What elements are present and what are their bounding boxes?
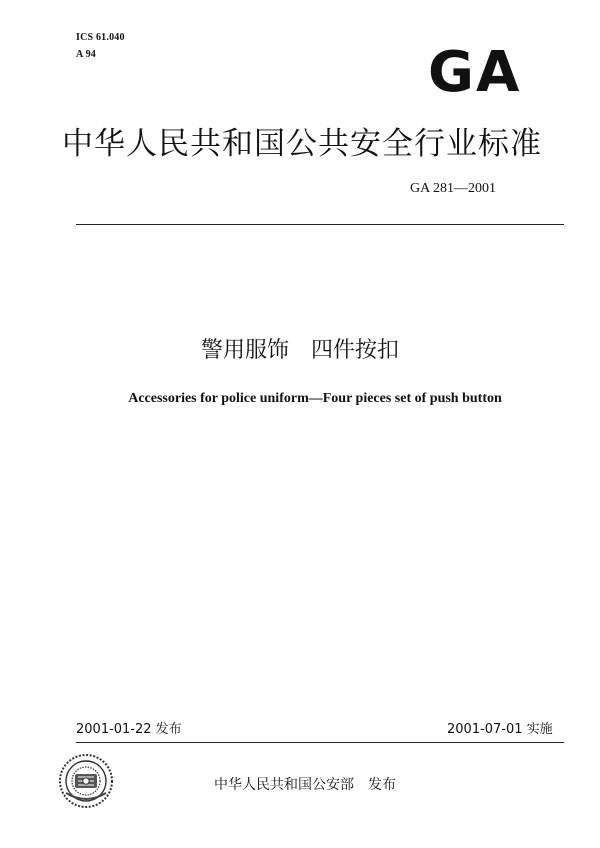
document-title-en: Accessories for police uniform—Four pieces set of push button [128, 391, 502, 406]
issue-date: 2001-01-22 发布 [76, 722, 182, 737]
bottom-divider [76, 742, 564, 743]
standard-title: 中华人民共和国公共安全行业标准 [62, 126, 542, 162]
ccs-code: A 94 [76, 49, 96, 60]
top-divider [76, 224, 564, 225]
standard-number: GA 281—2001 [410, 181, 496, 196]
implementation-date: 2001-07-01 实施 [447, 722, 553, 737]
ga-mark: GA [428, 40, 522, 105]
document-title-cn: 警用服饰 四件按扣 [200, 338, 399, 363]
issuer: 中华人民共和国公安部 发布 [214, 777, 396, 793]
ics-code: ICS 61.040 [76, 32, 125, 43]
police-emblem-icon [58, 753, 114, 809]
